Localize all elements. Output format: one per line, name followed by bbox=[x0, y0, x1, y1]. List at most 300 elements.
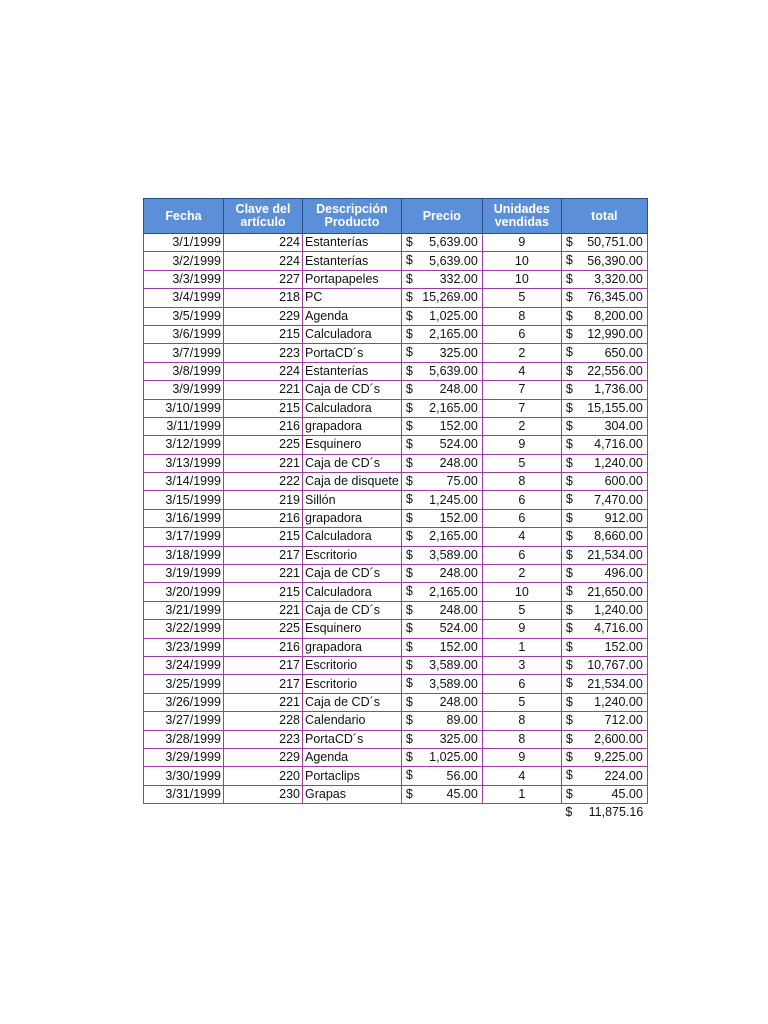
table-row bbox=[144, 767, 648, 785]
cell-clave[interactable]: 227 bbox=[224, 270, 303, 288]
cell-total[interactable] bbox=[561, 583, 647, 601]
header-fecha[interactable] bbox=[144, 199, 224, 234]
currency-symbol: $ bbox=[405, 418, 413, 433]
total-value: 8,200.00 bbox=[594, 308, 643, 323]
cell-descripcion[interactable]: Caja de CD´s bbox=[303, 454, 402, 472]
cell-total[interactable] bbox=[561, 417, 647, 435]
currency-symbol: $ bbox=[565, 253, 573, 268]
cell-total[interactable] bbox=[561, 620, 647, 638]
currency-symbol: $ bbox=[405, 547, 413, 562]
cell-clave[interactable]: 215 bbox=[224, 583, 303, 601]
currency-symbol: $ bbox=[565, 529, 573, 544]
cell-descripcion[interactable]: Sillón bbox=[303, 491, 402, 509]
cell-clave[interactable]: 219 bbox=[224, 491, 303, 509]
currency-symbol: $ bbox=[405, 253, 413, 268]
cell-unidades[interactable]: 2 bbox=[482, 565, 561, 583]
cell-descripcion[interactable]: Calendario bbox=[303, 712, 402, 730]
currency-symbol: $ bbox=[565, 290, 573, 305]
cell-clave[interactable]: 217 bbox=[224, 546, 303, 564]
cell-descripcion[interactable]: Caja de disquete bbox=[303, 473, 402, 491]
cell-fecha[interactable]: 3/7/1999 bbox=[144, 344, 224, 362]
currency-symbol: $ bbox=[405, 786, 413, 801]
header-clave-line2: artículo bbox=[240, 215, 286, 229]
cell-precio[interactable] bbox=[401, 675, 482, 693]
cell-total[interactable] bbox=[561, 712, 647, 730]
cell-total[interactable] bbox=[561, 638, 647, 656]
header-row bbox=[144, 199, 648, 234]
cell-fecha[interactable]: 3/9/1999 bbox=[144, 381, 224, 399]
cell-descripcion[interactable]: Calculadora bbox=[303, 583, 402, 601]
cell-total[interactable] bbox=[561, 307, 647, 325]
cell-clave[interactable]: 216 bbox=[224, 509, 303, 527]
currency-symbol: $ bbox=[565, 749, 573, 764]
precio-value: 248.00 bbox=[439, 455, 478, 470]
cell-total[interactable] bbox=[561, 362, 647, 380]
currency-symbol: $ bbox=[565, 345, 573, 360]
cell-total[interactable] bbox=[561, 325, 647, 343]
precio-value: 89.00 bbox=[446, 713, 478, 728]
cell-fecha[interactable]: 3/26/1999 bbox=[144, 693, 224, 711]
cell-unidades[interactable]: 8 bbox=[482, 307, 561, 325]
cell-fecha[interactable]: 3/4/1999 bbox=[144, 289, 224, 307]
currency-symbol: $ bbox=[405, 602, 413, 617]
total-value: 1,240.00 bbox=[594, 455, 643, 470]
cell-unidades[interactable]: 2 bbox=[482, 344, 561, 362]
total-value: 1,736.00 bbox=[594, 382, 643, 397]
currency-symbol: $ bbox=[405, 308, 413, 323]
table-header bbox=[144, 199, 648, 234]
cell-descripcion[interactable]: Caja de CD´s bbox=[303, 565, 402, 583]
currency-symbol: $ bbox=[565, 382, 573, 397]
header-descripcion[interactable] bbox=[303, 199, 402, 234]
cell-unidades[interactable]: 5 bbox=[482, 289, 561, 307]
precio-value: 325.00 bbox=[439, 345, 478, 360]
cell-clave[interactable]: 221 bbox=[224, 693, 303, 711]
cell-precio[interactable] bbox=[401, 785, 482, 803]
precio-value: 152.00 bbox=[439, 639, 478, 654]
cell-total[interactable] bbox=[561, 675, 647, 693]
cell-clave[interactable]: 228 bbox=[224, 712, 303, 730]
total-value: 1,240.00 bbox=[594, 603, 643, 617]
precio-value: 2,165.00 bbox=[429, 400, 478, 415]
header-precio-label: Precio bbox=[422, 208, 461, 223]
cell-precio[interactable] bbox=[401, 307, 482, 325]
table-row bbox=[144, 528, 648, 546]
cell-total[interactable] bbox=[561, 565, 647, 583]
precio-value: 248.00 bbox=[439, 694, 478, 709]
cell-descripcion[interactable]: Caja de CD´s bbox=[303, 601, 402, 619]
cell-fecha[interactable]: 3/23/1999 bbox=[144, 638, 224, 656]
table-row bbox=[144, 417, 648, 435]
cell-fecha[interactable]: 3/29/1999 bbox=[144, 748, 224, 766]
currency-symbol: $ bbox=[565, 584, 573, 599]
cell-fecha[interactable]: 3/20/1999 bbox=[144, 583, 224, 601]
table-row bbox=[144, 620, 648, 638]
cell-fecha[interactable]: 3/3/1999 bbox=[144, 270, 224, 288]
total-value: 21,650.00 bbox=[587, 584, 643, 599]
total-value: 224.00 bbox=[604, 768, 643, 783]
precio-value: 2,165.00 bbox=[429, 584, 478, 599]
total-value: 22,556.00 bbox=[587, 363, 643, 378]
table-row bbox=[144, 583, 648, 601]
currency-symbol: $ bbox=[565, 621, 573, 636]
cell-precio[interactable] bbox=[401, 325, 482, 343]
cell-precio[interactable] bbox=[401, 656, 482, 674]
cell-unidades[interactable]: 10 bbox=[482, 252, 561, 270]
cell-fecha[interactable]: 3/19/1999 bbox=[144, 565, 224, 583]
cell-unidades[interactable]: 5 bbox=[482, 454, 561, 472]
cell-unidades[interactable]: 9 bbox=[482, 436, 561, 454]
cell-clave[interactable]: 229 bbox=[224, 748, 303, 766]
cell-unidades[interactable]: 7 bbox=[482, 381, 561, 399]
cell-fecha[interactable]: 3/6/1999 bbox=[144, 325, 224, 343]
currency-symbol: $ bbox=[565, 566, 573, 581]
cell-fecha[interactable]: 3/28/1999 bbox=[144, 730, 224, 748]
cell-clave[interactable]: 217 bbox=[224, 675, 303, 693]
cell-clave[interactable]: 216 bbox=[224, 638, 303, 656]
cell-precio[interactable] bbox=[401, 528, 482, 546]
cell-clave[interactable]: 216 bbox=[224, 417, 303, 435]
cell-precio[interactable] bbox=[401, 491, 482, 509]
precio-value: 2,165.00 bbox=[429, 529, 478, 544]
currency-symbol: $ bbox=[405, 382, 413, 397]
precio-value: 248.00 bbox=[439, 566, 478, 581]
cell-fecha[interactable]: 3/8/1999 bbox=[144, 362, 224, 380]
currency-symbol: $ bbox=[565, 235, 573, 249]
currency-symbol: $ bbox=[405, 713, 413, 728]
cell-total[interactable] bbox=[561, 730, 647, 748]
cell-precio[interactable] bbox=[401, 381, 482, 399]
precio-value: 1,245.00 bbox=[429, 492, 478, 507]
cell-descripcion[interactable]: Caja de CD´s bbox=[303, 693, 402, 711]
table-row bbox=[144, 362, 648, 380]
cell-descripcion[interactable]: Calculadora bbox=[303, 399, 402, 417]
cell-clave[interactable]: 215 bbox=[224, 325, 303, 343]
total-value: 4,716.00 bbox=[594, 621, 643, 636]
cell-precio[interactable] bbox=[401, 638, 482, 656]
cell-descripcion[interactable]: PC bbox=[303, 289, 402, 307]
cell-unidades[interactable]: 8 bbox=[482, 730, 561, 748]
cell-descripcion[interactable]: PortaCD´s bbox=[303, 344, 402, 362]
cell-precio[interactable] bbox=[401, 454, 482, 472]
table-row bbox=[144, 234, 648, 252]
cell-descripcion[interactable]: Caja de CD´s bbox=[303, 381, 402, 399]
cell-precio[interactable] bbox=[401, 712, 482, 730]
currency-symbol: $ bbox=[565, 492, 573, 507]
cell-precio[interactable] bbox=[401, 234, 482, 252]
currency-symbol: $ bbox=[565, 455, 573, 470]
currency-symbol: $ bbox=[565, 657, 573, 672]
currency-symbol: $ bbox=[405, 621, 413, 636]
cell-total[interactable] bbox=[561, 473, 647, 491]
cell-precio[interactable] bbox=[401, 693, 482, 711]
footer-row bbox=[144, 804, 648, 822]
cell-clave[interactable]: 221 bbox=[224, 381, 303, 399]
cell-clave[interactable]: 221 bbox=[224, 601, 303, 619]
cell-descripcion[interactable]: Escritorio bbox=[303, 656, 402, 674]
cell-descripcion[interactable]: Portapapeles bbox=[303, 270, 402, 288]
cell-unidades[interactable]: 9 bbox=[482, 620, 561, 638]
cell-total[interactable] bbox=[561, 436, 647, 454]
cell-fecha[interactable]: 3/31/1999 bbox=[144, 785, 224, 803]
cell-clave[interactable]: 218 bbox=[224, 289, 303, 307]
cell-precio[interactable] bbox=[401, 546, 482, 564]
cell-clave[interactable]: 220 bbox=[224, 767, 303, 785]
cell-precio[interactable] bbox=[401, 473, 482, 491]
currency-symbol: $ bbox=[405, 749, 413, 764]
cell-total[interactable] bbox=[561, 528, 647, 546]
cell-clave[interactable]: 225 bbox=[224, 620, 303, 638]
sales-table bbox=[143, 198, 648, 822]
cell-unidades[interactable]: 8 bbox=[482, 473, 561, 491]
cell-total[interactable] bbox=[561, 344, 647, 362]
cell-clave[interactable]: 215 bbox=[224, 528, 303, 546]
cell-clave[interactable]: 222 bbox=[224, 473, 303, 491]
currency-symbol: $ bbox=[405, 566, 413, 581]
cell-descripcion[interactable]: Estanterías bbox=[303, 234, 402, 252]
cell-unidades[interactable]: 10 bbox=[482, 583, 561, 601]
precio-value: 248.00 bbox=[439, 603, 478, 617]
cell-precio[interactable] bbox=[401, 620, 482, 638]
cell-descripcion[interactable]: Estanterías bbox=[303, 252, 402, 270]
cell-descripcion[interactable]: Grapas bbox=[303, 785, 402, 803]
cell-unidades[interactable]: 9 bbox=[482, 234, 561, 252]
cell-descripcion[interactable]: Escritorio bbox=[303, 675, 402, 693]
cell-fecha[interactable]: 3/2/1999 bbox=[144, 252, 224, 270]
cell-unidades[interactable]: 6 bbox=[482, 491, 561, 509]
cell-descripcion[interactable]: Estanterías bbox=[303, 362, 402, 380]
currency-symbol: $ bbox=[405, 290, 413, 305]
cell-total[interactable] bbox=[561, 491, 647, 509]
precio-value: 524.00 bbox=[439, 437, 478, 452]
grand-total-cell[interactable] bbox=[561, 804, 647, 822]
cell-fecha[interactable]: 3/16/1999 bbox=[144, 509, 224, 527]
cell-precio[interactable] bbox=[401, 362, 482, 380]
currency-symbol: $ bbox=[565, 694, 573, 709]
header-clave[interactable] bbox=[224, 199, 303, 234]
cell-unidades[interactable]: 3 bbox=[482, 656, 561, 674]
table-row bbox=[144, 344, 648, 362]
table-row bbox=[144, 399, 648, 417]
cell-fecha[interactable]: 3/25/1999 bbox=[144, 675, 224, 693]
cell-unidades[interactable]: 5 bbox=[482, 601, 561, 619]
total-value: 12,990.00 bbox=[587, 327, 643, 342]
cell-fecha[interactable]: 3/18/1999 bbox=[144, 546, 224, 564]
table-row bbox=[144, 289, 648, 307]
cell-precio[interactable] bbox=[401, 289, 482, 307]
precio-value: 248.00 bbox=[439, 382, 478, 397]
cell-fecha[interactable]: 3/5/1999 bbox=[144, 307, 224, 325]
total-value: 10,767.00 bbox=[587, 658, 643, 673]
header-clave-line1: Clave del bbox=[235, 202, 291, 216]
currency-symbol: $ bbox=[565, 363, 573, 378]
currency-symbol: $ bbox=[405, 529, 413, 544]
currency-symbol: $ bbox=[405, 584, 413, 599]
header-unidades[interactable] bbox=[482, 199, 561, 234]
cell-fecha[interactable]: 3/13/1999 bbox=[144, 454, 224, 472]
cell-unidades[interactable]: 2 bbox=[482, 417, 561, 435]
currency-symbol: $ bbox=[405, 326, 413, 341]
currency-symbol: $ bbox=[405, 639, 413, 654]
cell-descripcion[interactable]: Calculadora bbox=[303, 528, 402, 546]
header-total-label: total bbox=[591, 208, 618, 223]
cell-descripcion[interactable]: grapadora bbox=[303, 417, 402, 435]
cell-precio[interactable] bbox=[401, 344, 482, 362]
cell-clave[interactable]: 215 bbox=[224, 399, 303, 417]
cell-clave[interactable]: 224 bbox=[224, 362, 303, 380]
cell-precio[interactable] bbox=[401, 767, 482, 785]
total-value: 304.00 bbox=[604, 419, 643, 434]
cell-precio[interactable] bbox=[401, 270, 482, 288]
cell-precio[interactable] bbox=[401, 436, 482, 454]
cell-total[interactable] bbox=[561, 748, 647, 766]
cell-total[interactable] bbox=[561, 289, 647, 307]
cell-total[interactable] bbox=[561, 601, 647, 619]
cell-fecha[interactable]: 3/12/1999 bbox=[144, 436, 224, 454]
header-desc-line2: Producto bbox=[324, 215, 380, 229]
cell-descripcion[interactable]: Escritorio bbox=[303, 546, 402, 564]
table-row bbox=[144, 565, 648, 583]
header-precio[interactable] bbox=[401, 199, 482, 234]
cell-descripcion[interactable]: Calculadora bbox=[303, 325, 402, 343]
cell-descripcion[interactable]: Agenda bbox=[303, 307, 402, 325]
cell-clave[interactable]: 217 bbox=[224, 656, 303, 674]
header-desc-line1: Descripción bbox=[316, 202, 388, 216]
total-value: 15,155.00 bbox=[587, 400, 643, 415]
cell-fecha[interactable]: 3/11/1999 bbox=[144, 417, 224, 435]
currency-symbol: $ bbox=[565, 786, 573, 801]
header-fecha-label: Fecha bbox=[165, 208, 202, 223]
cell-descripcion[interactable]: Agenda bbox=[303, 748, 402, 766]
cell-total[interactable] bbox=[561, 399, 647, 417]
cell-unidades[interactable]: 6 bbox=[482, 509, 561, 527]
cell-fecha[interactable]: 3/24/1999 bbox=[144, 656, 224, 674]
table-footer bbox=[144, 804, 648, 822]
currency-symbol: $ bbox=[565, 805, 573, 820]
cell-clave[interactable]: 230 bbox=[224, 785, 303, 803]
cell-precio[interactable] bbox=[401, 509, 482, 527]
cell-fecha[interactable]: 3/1/1999 bbox=[144, 234, 224, 252]
total-value: 4,716.00 bbox=[594, 437, 643, 452]
cell-total[interactable] bbox=[561, 509, 647, 527]
table-row bbox=[144, 454, 648, 472]
cell-precio[interactable] bbox=[401, 252, 482, 270]
cell-unidades[interactable]: 10 bbox=[482, 270, 561, 288]
cell-total[interactable] bbox=[561, 454, 647, 472]
precio-value: 45.00 bbox=[446, 786, 478, 801]
cell-descripcion[interactable]: Esquinero bbox=[303, 620, 402, 638]
cell-clave[interactable]: 223 bbox=[224, 344, 303, 362]
cell-total[interactable] bbox=[561, 785, 647, 803]
table-row bbox=[144, 693, 648, 711]
cell-fecha[interactable]: 3/14/1999 bbox=[144, 473, 224, 491]
table-row bbox=[144, 601, 648, 619]
cell-descripcion[interactable]: grapadora bbox=[303, 509, 402, 527]
currency-symbol: $ bbox=[405, 492, 413, 507]
cell-precio[interactable] bbox=[401, 417, 482, 435]
cell-precio[interactable] bbox=[401, 748, 482, 766]
header-total[interactable] bbox=[561, 199, 647, 234]
cell-descripcion[interactable]: PortaCD´s bbox=[303, 730, 402, 748]
cell-total[interactable] bbox=[561, 270, 647, 288]
currency-symbol: $ bbox=[405, 400, 413, 415]
cell-precio[interactable] bbox=[401, 730, 482, 748]
table-row bbox=[144, 509, 648, 527]
cell-clave[interactable]: 225 bbox=[224, 436, 303, 454]
currency-symbol: $ bbox=[565, 326, 573, 341]
table-row bbox=[144, 656, 648, 674]
cell-total[interactable] bbox=[561, 767, 647, 785]
total-value: 7,470.00 bbox=[594, 492, 643, 507]
precio-value: 152.00 bbox=[439, 419, 478, 434]
cell-unidades[interactable]: 7 bbox=[482, 399, 561, 417]
currency-symbol: $ bbox=[565, 510, 573, 525]
cell-fecha[interactable]: 3/21/1999 bbox=[144, 601, 224, 619]
cell-unidades[interactable]: 1 bbox=[482, 785, 561, 803]
cell-total[interactable] bbox=[561, 693, 647, 711]
cell-clave[interactable]: 221 bbox=[224, 454, 303, 472]
cell-descripcion[interactable]: Portaclips bbox=[303, 767, 402, 785]
table-row bbox=[144, 436, 648, 454]
cell-total[interactable] bbox=[561, 252, 647, 270]
cell-unidades[interactable]: 6 bbox=[482, 325, 561, 343]
cell-fecha[interactable]: 3/22/1999 bbox=[144, 620, 224, 638]
currency-symbol: $ bbox=[565, 474, 573, 489]
cell-unidades[interactable]: 4 bbox=[482, 767, 561, 785]
cell-fecha[interactable]: 3/27/1999 bbox=[144, 712, 224, 730]
cell-fecha[interactable]: 3/17/1999 bbox=[144, 528, 224, 546]
currency-symbol: $ bbox=[565, 400, 573, 415]
cell-total[interactable] bbox=[561, 546, 647, 564]
precio-value: 325.00 bbox=[439, 731, 478, 746]
cell-unidades[interactable]: 6 bbox=[482, 675, 561, 693]
cell-total[interactable] bbox=[561, 381, 647, 399]
currency-symbol: $ bbox=[405, 731, 413, 746]
grand-total-value: 11,875.16 bbox=[588, 805, 644, 820]
cell-fecha[interactable]: 3/15/1999 bbox=[144, 491, 224, 509]
cell-clave[interactable]: 229 bbox=[224, 307, 303, 325]
cell-precio[interactable] bbox=[401, 565, 482, 583]
cell-unidades[interactable]: 1 bbox=[482, 638, 561, 656]
currency-symbol: $ bbox=[565, 271, 573, 286]
cell-precio[interactable] bbox=[401, 399, 482, 417]
cell-unidades[interactable]: 4 bbox=[482, 528, 561, 546]
currency-symbol: $ bbox=[565, 676, 573, 691]
cell-clave[interactable]: 223 bbox=[224, 730, 303, 748]
cell-unidades[interactable]: 6 bbox=[482, 546, 561, 564]
cell-total[interactable] bbox=[561, 234, 647, 252]
cell-unidades[interactable]: 4 bbox=[482, 362, 561, 380]
total-value: 76,345.00 bbox=[587, 290, 643, 305]
cell-fecha[interactable]: 3/10/1999 bbox=[144, 399, 224, 417]
cell-descripcion[interactable]: grapadora bbox=[303, 638, 402, 656]
cell-precio[interactable] bbox=[401, 583, 482, 601]
total-value: 50,751.00 bbox=[587, 235, 643, 250]
cell-clave[interactable]: 224 bbox=[224, 252, 303, 270]
cell-fecha[interactable]: 3/30/1999 bbox=[144, 767, 224, 785]
cell-precio[interactable] bbox=[401, 601, 482, 619]
cell-clave[interactable]: 221 bbox=[224, 565, 303, 583]
cell-clave[interactable]: 224 bbox=[224, 234, 303, 252]
cell-descripcion[interactable]: Esquinero bbox=[303, 436, 402, 454]
table-row bbox=[144, 546, 648, 564]
cell-unidades[interactable]: 8 bbox=[482, 712, 561, 730]
precio-value: 1,025.00 bbox=[429, 308, 478, 323]
currency-symbol: $ bbox=[405, 768, 413, 783]
cell-unidades[interactable]: 9 bbox=[482, 748, 561, 766]
cell-unidades[interactable]: 5 bbox=[482, 693, 561, 711]
cell-total[interactable] bbox=[561, 656, 647, 674]
